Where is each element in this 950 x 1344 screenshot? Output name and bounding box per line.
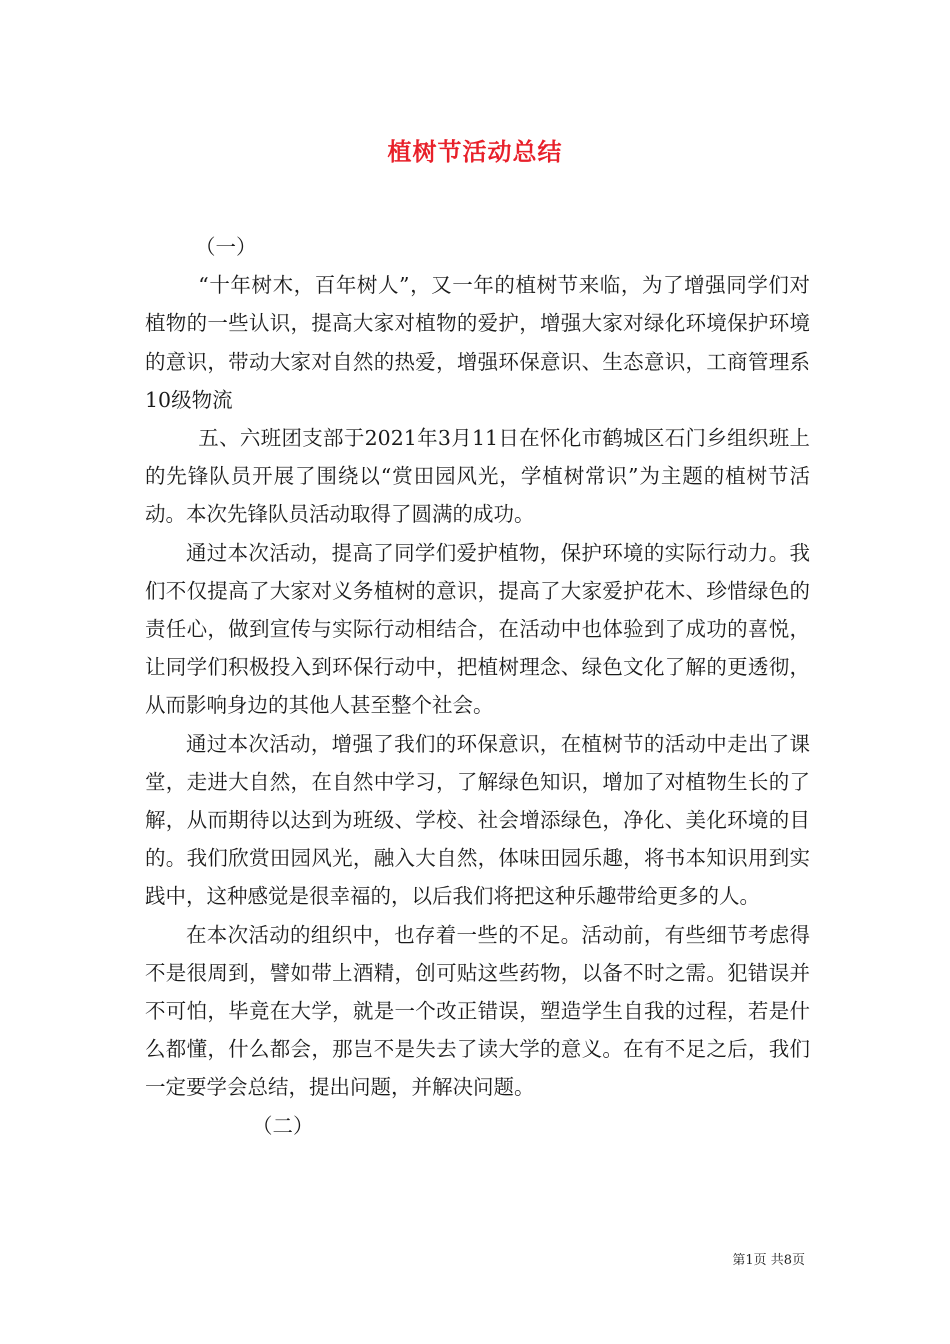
paragraph-4: 通过本次活动，增强了我们的环保意识，在植树节的活动中走出了课堂，走进大自然，在自然中学习，了解绿色知识，增加了对植物生长的了解，从而期待以达到为班级、学校、社会增添绿色，净化、美化环境的目的。我们欣赏田园风光，融入大自然，体味田园乐趣，将书本知识用到实践中，这种感觉是很幸福的，以后我们将把这种乐趣带给更多的人。 xyxy=(145,731,810,909)
section-label-2: （二） xyxy=(252,1113,314,1138)
paragraph-2: 五、六班团支部于2021年3月11日在怀化市鹤城区石门乡组织班上的先锋队员开展了围绕以“赏田园风光，学植树常识”为主题的植树节活动。本次先锋队员活动取得了圆满的成功。 xyxy=(145,426,810,527)
paragraph-3: 通过本次活动，提高了同学们爱护植物，保护环境的实际行动力。我们不仅提高了大家对义务植树的意识，提高了大家爱护花木、珍惜绿色的责任心，做到宣传与实际行动相结合，在活动中也体验到了成功的喜悦，让同学们积极投入到环保行动中，把植树理念、绿色文化了解的更透彻，从而影响身边的其他人甚至整个社会。 xyxy=(145,540,810,718)
page-title: 植树节活动总结 xyxy=(387,137,563,166)
paragraph-1: “十年树木，百年树人”，又一年的植树节来临，为了增强同学们对植物的一些认识，提高大家对植物的爱护，增强大家对绿化环境保护环境的意识，带动大家对自然的热爱，增强环保意识、生态意识，工商管理系10级物流 xyxy=(145,273,810,412)
page-number: 第1页 共8页 xyxy=(732,1253,805,1268)
section-label-1: （一） xyxy=(195,235,257,259)
document-body xyxy=(145,228,810,1145)
paragraph-5: 在本次活动的组织中，也存着一些的不足。活动前，有些细节考虑得不是很周到，譬如带上酒精，创可贴这些药物，以备不时之需。犯错误并不可怕，毕竟在大学，就是一个改正错误，塑造学生自我的过程，若是什么都懂，什么都会，那岂不是失去了读大学的意义。在有不足之后，我们一定要学会总结，提出问题，并解决问题。 xyxy=(145,922,810,1100)
